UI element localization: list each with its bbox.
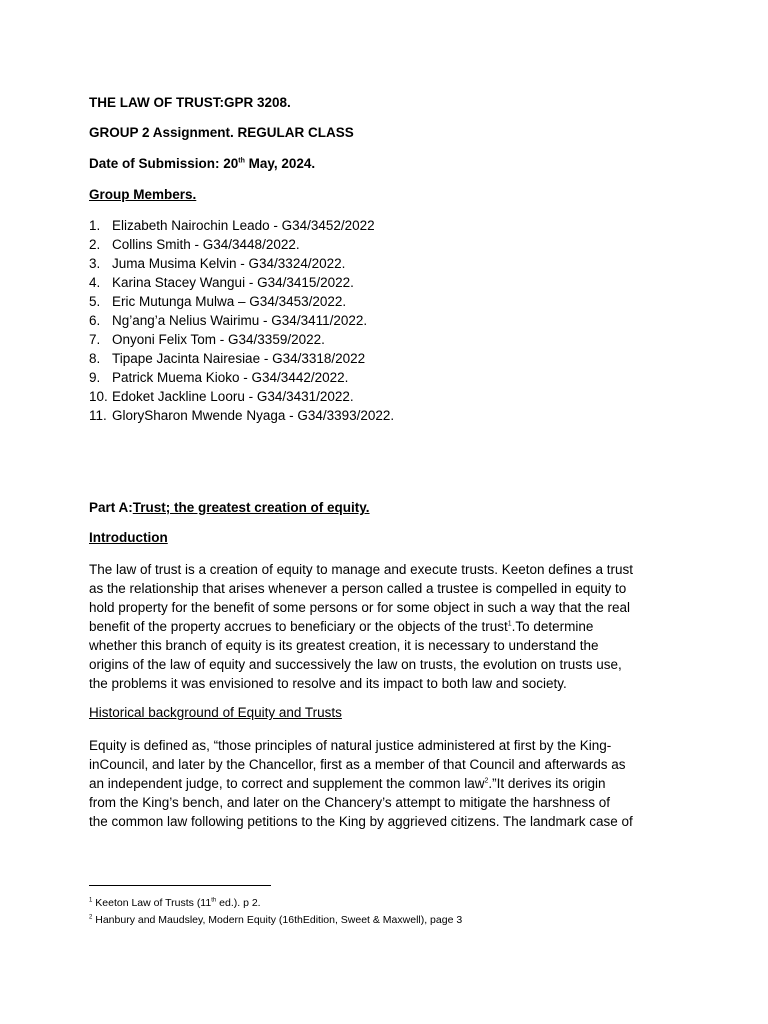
member-text: Edoket Jackline Looru - G34/3431/2022. [112,389,354,404]
introduction-paragraph [89,560,679,693]
introduction-heading: Introduction [89,530,168,545]
list-number: 8. [89,351,101,366]
list-item [89,387,394,406]
list-number: 7. [89,332,101,347]
paragraph-line: hold property for the benefit of some persons or for some object in such a way that the real [89,600,631,615]
member-text: Eric Mutunga Mulwa – G34/3453/2022. [112,294,347,309]
paragraph-line: origins of the law of equity and successively the law on trusts, the evolution on trusts use, [89,657,622,672]
list-item [89,368,394,387]
list-item [89,311,394,330]
list-number: 3. [89,256,101,271]
list-number: 9. [89,370,101,385]
footnote-mark: 2 [89,914,93,921]
footnote-mark: 1 [89,897,93,904]
member-text: Patrick Muema Kioko - G34/3442/2022. [112,370,349,385]
list-item [89,235,394,254]
list-number: 6. [89,313,101,328]
paragraph-line: the common law following petitions to the King by aggrieved citizens. The landmark case of [89,814,633,829]
footnote-text: Keeton Law of Trusts (11 [92,897,212,909]
member-text: Juma Musima Kelvin - G34/3324/2022. [112,256,346,271]
paragraph-line [89,774,679,793]
member-text: GlorySharon Mwende Nyaga - G34/3393/2022. [112,408,395,423]
paragraph-line: The law of trust is a creation of equity to manage and execute trusts. Keeton defines a trust [89,562,634,577]
footnote-2 [89,914,462,926]
list-number: 2. [89,237,101,252]
part-a-prefix: Part A: [89,500,133,515]
footnote-1 [89,897,261,909]
line-text: .To determine [511,619,594,634]
list-item [89,216,394,235]
assignment-title: GROUP 2 Assignment. REGULAR CLASS [89,125,354,140]
list-number: 4. [89,275,101,290]
list-number: 11. [89,408,107,423]
history-heading: Historical background of Equity and Trusts [89,705,342,720]
paragraph-line: Equity is defined as, “those principles of natural justice administered at first by the King- [89,738,612,753]
line-text: .”It derives its origin [488,776,606,791]
list-item [89,292,394,311]
footnote-ref-2: 2 [484,777,489,785]
history-paragraph [89,736,679,831]
line-text: an independent judge, to correct and supplement the common law [89,776,485,791]
submission-suffix: May, 2024. [244,156,316,171]
member-text: Collins Smith - G34/3448/2022. [112,237,300,252]
footnote-text: ed.). p 2. [216,897,261,909]
submission-sup: th [238,157,245,165]
members-list [89,216,394,425]
list-item [89,254,394,273]
list-item [89,349,394,368]
footnote-separator [89,885,271,886]
member-text: Onyoni Felix Tom - G34/3359/2022. [112,332,325,347]
line-text: benefit of the property accrues to beneficiary or the objects of the trust [89,619,508,634]
list-number: 10. [89,389,108,404]
footnote-sup: th [211,897,217,904]
list-number: 5. [89,294,101,309]
paragraph-line: the problems it was envisioned to resolve and its impact to both law and society. [89,676,567,691]
footnote-ref-1: 1 [507,620,512,628]
submission-date [89,156,315,171]
member-text: Karina Stacey Wangui - G34/3415/2022. [112,275,354,290]
members-heading: Group Members. [89,187,197,202]
part-a-title: Trust; the greatest creation of equity. [132,500,370,515]
paragraph-line: inCouncil, and later by the Chancellor, first as a member of that Council and afterwards as [89,757,626,772]
course-title: THE LAW OF TRUST:GPR 3208. [89,95,291,110]
paragraph-line: as the relationship that arises whenever a person called a trustee is compelled in equity to [89,581,627,596]
member-text: Tipape Jacinta Nairesiae - G34/3318/2022 [112,351,366,366]
part-a-heading [89,500,370,515]
paragraph-line [89,617,679,636]
member-text: Elizabeth Nairochin Leado - G34/3452/2022 [112,218,375,233]
list-number: 1. [89,218,101,233]
list-item [89,273,394,292]
list-item [89,406,394,425]
paragraph-line: from the King’s bench, and later on the Chancery’s attempt to mitigate the harshness of [89,795,611,810]
list-item [89,330,394,349]
submission-prefix: Date of Submission: 20 [89,156,239,171]
footnote-text: Hanbury and Maudsley, Modern Equity (16thEdition, Sweet & Maxwell), page 3 [92,914,463,926]
paragraph-line: whether this branch of equity is its greatest creation, it is necessary to understand the [89,638,599,653]
member-text: Ng’ang’a Nelius Wairimu - G34/3411/2022. [112,313,368,328]
